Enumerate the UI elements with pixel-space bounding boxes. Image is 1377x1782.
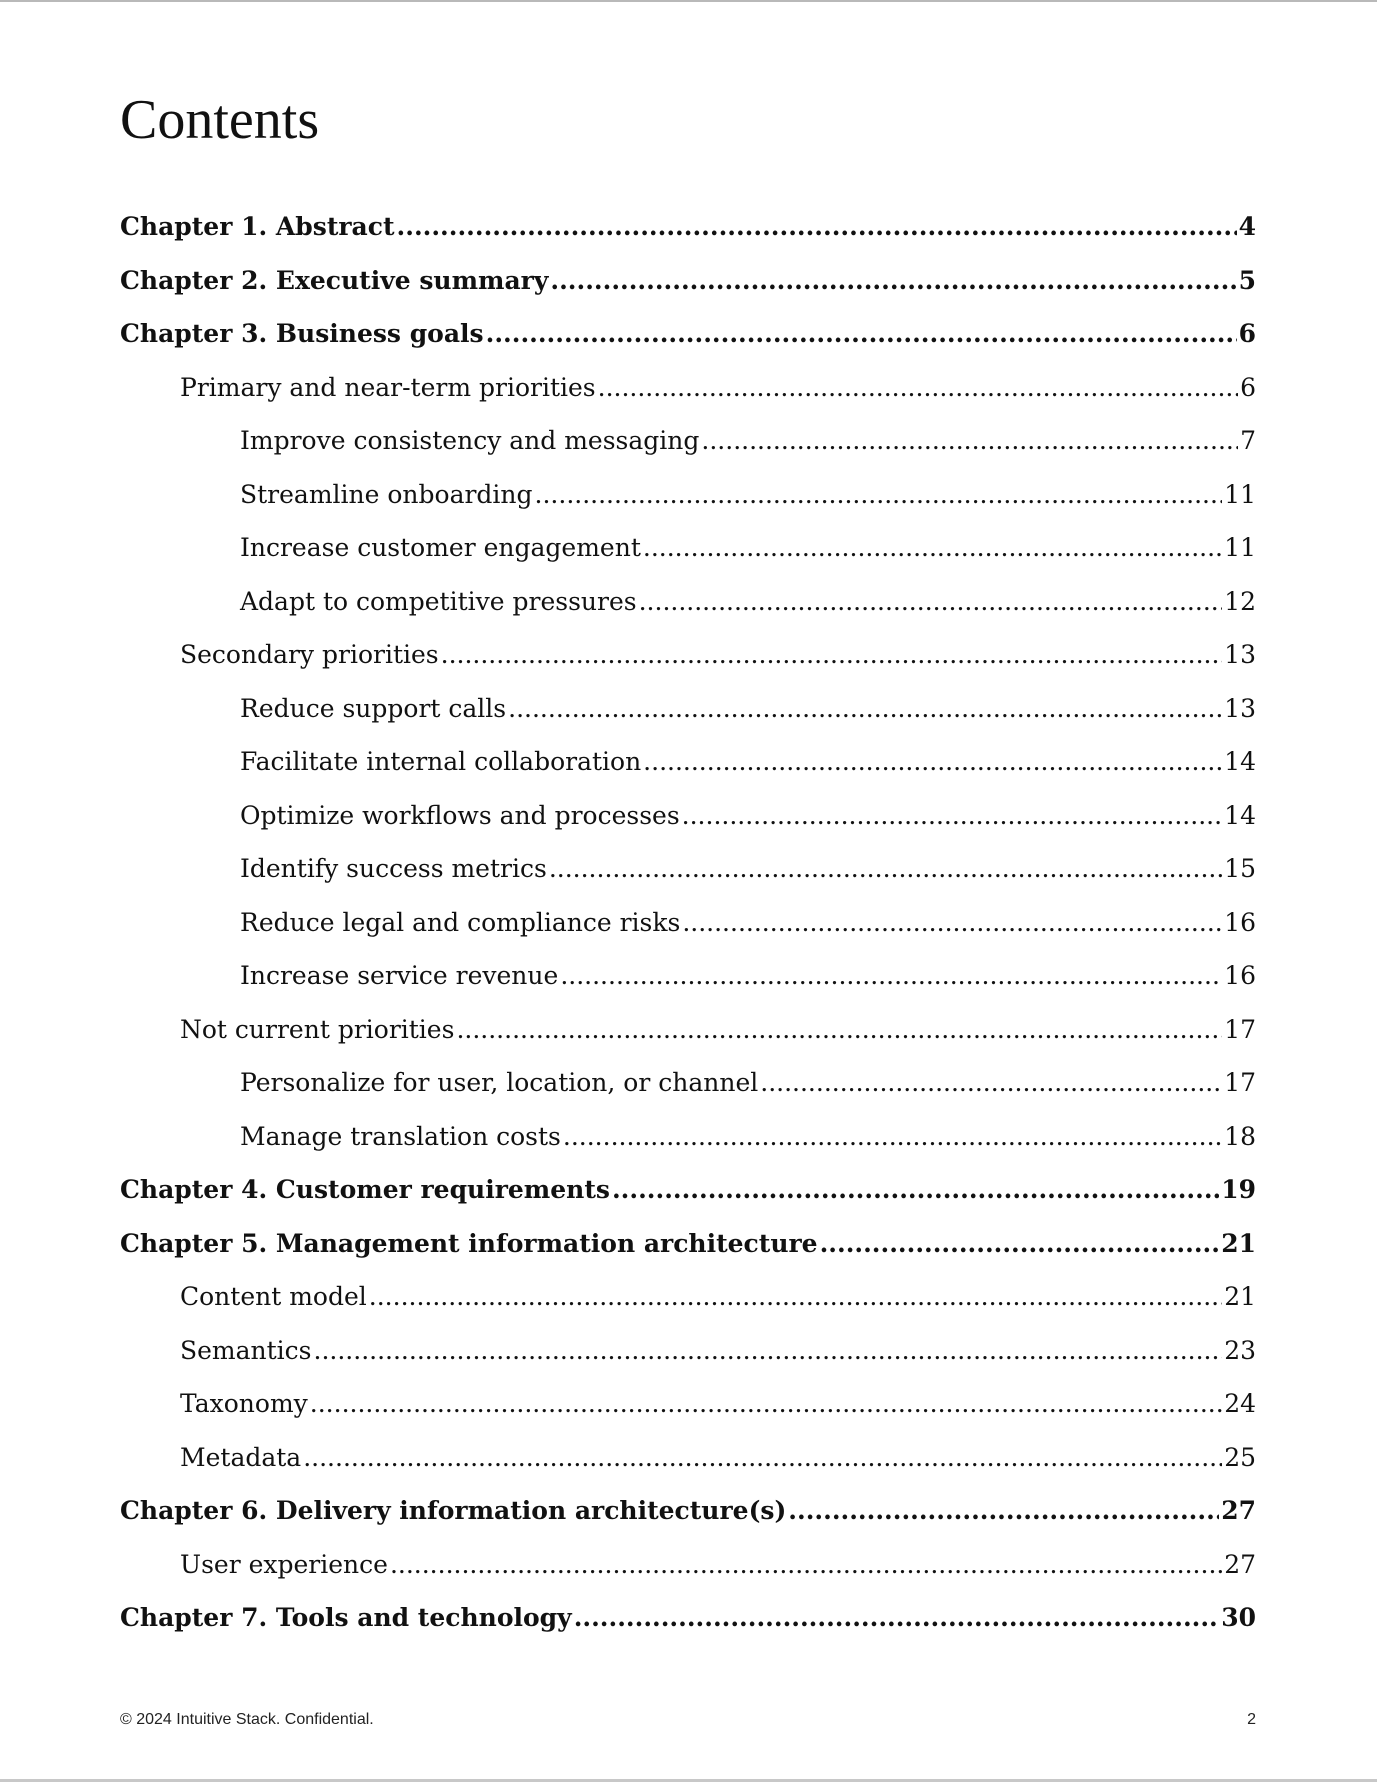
toc-entry-title[interactable]: Adapt to competitive pressures <box>240 586 637 616</box>
toc-page-number[interactable]: 12 <box>1224 586 1256 616</box>
toc-page-number[interactable]: 25 <box>1224 1442 1256 1472</box>
toc-page-number[interactable]: 4 <box>1238 212 1256 241</box>
toc-page-number[interactable]: 16 <box>1224 961 1256 990</box>
toc-section-entry[interactable] <box>120 1066 1256 1120</box>
toc-entry-title[interactable]: Not current priorities <box>180 1014 455 1044</box>
toc-section-entry[interactable] <box>120 1441 1256 1495</box>
toc-dot-leader <box>563 1120 1222 1154</box>
toc-entry-title[interactable]: Personalize for user, location, or channel <box>240 1068 759 1097</box>
toc-dot-leader <box>314 1334 1223 1368</box>
toc-section-entry[interactable] <box>120 1280 1256 1334</box>
toc-dot-leader <box>788 1494 1219 1528</box>
toc-page-number[interactable]: 6 <box>1238 319 1256 348</box>
toc-page-number[interactable]: 13 <box>1224 693 1256 723</box>
toc-entry-title[interactable]: Manage translation costs <box>240 1121 561 1151</box>
toc-dot-leader <box>549 852 1222 886</box>
toc-page-number[interactable]: 15 <box>1224 854 1256 883</box>
toc-dot-leader <box>560 959 1222 993</box>
toc-entry-title[interactable]: Facilitate internal collaboration <box>240 747 642 776</box>
toc-entry-title[interactable]: Metadata <box>180 1442 302 1472</box>
table-of-contents <box>120 210 1256 1655</box>
toc-section-entry[interactable] <box>120 799 1256 853</box>
toc-page-number[interactable]: 11 <box>1224 479 1256 509</box>
page-top-border <box>0 0 1377 2</box>
toc-section-entry[interactable] <box>120 585 1256 639</box>
toc-section-entry[interactable] <box>120 1387 1256 1441</box>
toc-entry-title[interactable]: Chapter 2. Executive summary <box>120 265 549 295</box>
toc-dot-leader <box>486 317 1237 351</box>
toc-page-number[interactable]: 27 <box>1224 1549 1256 1579</box>
toc-entry-title[interactable]: Taxonomy <box>180 1389 308 1418</box>
toc-dot-leader <box>390 1548 1222 1582</box>
toc-entry-title[interactable]: Secondary priorities <box>180 640 439 669</box>
toc-dot-leader <box>456 1013 1222 1047</box>
toc-chapter-entry[interactable] <box>120 210 1256 264</box>
toc-chapter-entry[interactable] <box>120 1494 1256 1548</box>
toc-dot-leader <box>535 478 1223 512</box>
toc-dot-leader <box>682 906 1222 940</box>
toc-chapter-entry[interactable] <box>120 1173 1256 1227</box>
toc-section-entry[interactable] <box>120 531 1256 585</box>
toc-dot-leader <box>369 1280 1222 1314</box>
toc-dot-leader <box>643 531 1222 565</box>
toc-dot-leader <box>441 638 1223 672</box>
toc-entry-title[interactable]: Chapter 4. Customer requirements <box>120 1175 610 1204</box>
toc-dot-leader <box>310 1387 1222 1421</box>
toc-page-number[interactable]: 17 <box>1224 1014 1256 1044</box>
toc-page-number[interactable]: 16 <box>1224 907 1256 937</box>
toc-entry-title[interactable]: Primary and near-term priorities <box>180 372 596 402</box>
toc-entry-title[interactable]: User experience <box>180 1549 388 1579</box>
toc-section-entry[interactable] <box>120 638 1256 692</box>
toc-section-entry[interactable] <box>120 1013 1256 1067</box>
toc-dot-leader <box>701 424 1238 458</box>
toc-section-entry[interactable] <box>120 959 1256 1013</box>
toc-page-number[interactable]: 24 <box>1224 1389 1256 1418</box>
toc-section-entry[interactable] <box>120 1334 1256 1388</box>
toc-section-entry[interactable] <box>120 424 1256 478</box>
footer-page-number: 2 <box>1247 1711 1256 1728</box>
toc-page-number[interactable]: 21 <box>1224 1282 1256 1311</box>
toc-section-entry[interactable] <box>120 852 1256 906</box>
toc-chapter-entry[interactable] <box>120 264 1256 318</box>
toc-section-entry[interactable] <box>120 692 1256 746</box>
toc-entry-title[interactable]: Chapter 5. Management information architecture <box>120 1228 818 1258</box>
toc-entry-title[interactable]: Optimize workflows and processes <box>240 800 680 830</box>
toc-page-number[interactable]: 13 <box>1224 640 1256 669</box>
toc-dot-leader <box>508 692 1222 726</box>
toc-entry-title[interactable]: Semantics <box>180 1335 312 1365</box>
toc-entry-title[interactable]: Streamline onboarding <box>240 479 533 509</box>
toc-page-number[interactable]: 5 <box>1238 265 1256 295</box>
toc-section-entry[interactable] <box>120 478 1256 532</box>
toc-entry-title[interactable]: Chapter 1. Abstract <box>120 212 395 241</box>
toc-chapter-entry[interactable] <box>120 1227 1256 1281</box>
toc-dot-leader <box>397 210 1237 244</box>
toc-entry-title[interactable]: Increase customer engagement <box>240 533 641 562</box>
toc-section-entry[interactable] <box>120 1120 1256 1174</box>
toc-dot-leader <box>612 1173 1219 1207</box>
toc-page-number[interactable]: 21 <box>1221 1228 1256 1258</box>
toc-page-number[interactable]: 30 <box>1221 1603 1256 1632</box>
toc-page-number[interactable]: 17 <box>1224 1068 1256 1097</box>
toc-dot-leader <box>303 1441 1222 1475</box>
toc-page-number[interactable]: 14 <box>1224 747 1256 776</box>
toc-entry-title[interactable]: Identify success metrics <box>240 854 547 883</box>
toc-section-entry[interactable] <box>120 1548 1256 1602</box>
toc-page-number[interactable]: 19 <box>1221 1175 1256 1204</box>
page-title: Contents <box>120 89 320 151</box>
toc-dot-leader <box>682 799 1223 833</box>
toc-dot-leader <box>550 264 1236 298</box>
toc-chapter-entry[interactable] <box>120 1601 1256 1655</box>
toc-entry-title[interactable]: Reduce support calls <box>240 693 507 723</box>
toc-entry-title[interactable]: Improve consistency and messaging <box>240 426 700 455</box>
footer-copyright: © 2024 Intuitive Stack. Confidential. <box>120 1711 374 1728</box>
toc-section-entry[interactable] <box>120 745 1256 799</box>
toc-page-number[interactable]: 18 <box>1224 1121 1256 1151</box>
toc-entry-title[interactable]: Content model <box>180 1282 367 1311</box>
toc-page-number[interactable]: 11 <box>1224 533 1256 562</box>
toc-entry-title[interactable]: Reduce legal and compliance risks <box>240 907 681 937</box>
toc-dot-leader <box>574 1601 1220 1635</box>
toc-dot-leader <box>598 371 1238 405</box>
toc-page-number[interactable]: 23 <box>1224 1335 1256 1365</box>
toc-entry-title[interactable]: Chapter 6. Delivery information architecture(s) <box>120 1496 787 1525</box>
toc-entry-title[interactable]: Chapter 7. Tools and technology <box>120 1603 572 1632</box>
toc-page-number[interactable]: 27 <box>1221 1496 1256 1525</box>
toc-entry-title[interactable]: Chapter 3. Business goals <box>120 319 484 348</box>
toc-page-number[interactable]: 14 <box>1224 800 1256 830</box>
toc-dot-leader <box>643 745 1222 779</box>
toc-page-number[interactable]: 6 <box>1240 372 1256 402</box>
toc-page-number[interactable]: 7 <box>1240 426 1256 455</box>
toc-section-entry[interactable] <box>120 906 1256 960</box>
toc-dot-leader <box>760 1066 1222 1100</box>
toc-dot-leader <box>639 585 1223 619</box>
toc-chapter-entry[interactable] <box>120 317 1256 371</box>
toc-entry-title[interactable]: Increase service revenue <box>240 961 559 990</box>
toc-dot-leader <box>820 1227 1220 1261</box>
toc-section-entry[interactable] <box>120 371 1256 425</box>
